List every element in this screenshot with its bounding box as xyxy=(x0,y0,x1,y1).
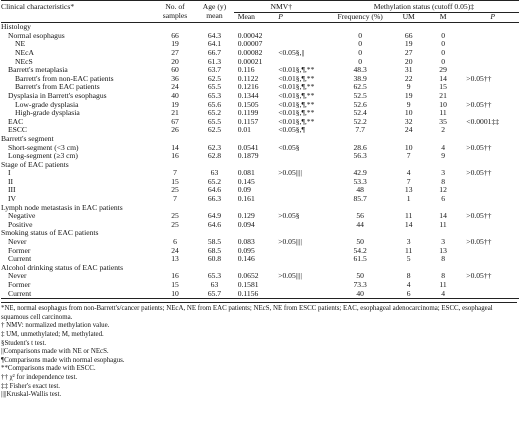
footnote: ¶Comparisons made with normal esophagus. xyxy=(1,356,125,364)
cell-age: 62.3 xyxy=(207,142,222,152)
cell-m: 4 xyxy=(441,142,445,152)
cell-nmv-mean: 0.161 xyxy=(237,194,255,204)
cell-frequency: 85.7 xyxy=(353,194,367,204)
cell-nmv-p xyxy=(278,255,329,264)
cell-age: 63 xyxy=(210,168,219,178)
cell-frequency: 56 xyxy=(356,211,364,221)
row-label: Current xyxy=(8,254,32,264)
header-nmv: NMV† xyxy=(234,1,329,13)
cell-nmv-mean: 0.01 xyxy=(237,125,251,135)
cell-age: 65.2 xyxy=(207,108,222,118)
header-frequency: Frequency (%) xyxy=(337,11,383,21)
row-label: Never xyxy=(8,271,27,281)
cell-nmv-mean: 0.094 xyxy=(237,219,255,229)
cell-samples: 16 xyxy=(171,151,179,161)
cell-m: 21 xyxy=(439,90,447,100)
row-label: I xyxy=(8,168,11,178)
cell-age: 65.6 xyxy=(207,99,222,109)
footnote: ||||Kruskal-Wallis test. xyxy=(1,391,62,399)
cell-nmv-p xyxy=(278,178,329,187)
cell-methylation-p xyxy=(460,23,519,32)
table-row xyxy=(1,126,519,135)
cell-m: 14 xyxy=(439,73,447,83)
cell-nmv-p: >0.05|||| xyxy=(278,168,302,178)
cell-m: 11 xyxy=(439,280,447,289)
cell-nmv-mean: 0.1157 xyxy=(237,116,259,126)
cell-samples: 6 xyxy=(173,237,177,247)
cell-methylation-p: >0.05†† xyxy=(466,99,492,109)
cell-frequency: 48.3 xyxy=(353,65,367,75)
cell-nmv-p: <0.05§,¶ xyxy=(278,125,305,135)
cell-nmv-mean: 0.00082 xyxy=(237,47,263,57)
cell-age: 60.8 xyxy=(207,254,222,264)
row-label: EAC xyxy=(8,116,24,126)
cell-m: 0 xyxy=(441,30,445,40)
data-table xyxy=(1,0,519,299)
row-label: NEcS xyxy=(15,56,33,66)
cell-age: 65.5 xyxy=(207,116,222,126)
cell-um: 3 xyxy=(406,237,411,247)
cell-m: 15 xyxy=(439,82,447,92)
row-label: NEcA xyxy=(15,47,34,57)
footnote: §Student's t test. xyxy=(1,339,47,347)
cell-age: 65.2 xyxy=(207,176,222,186)
cell-methylation-p: >0.05†† xyxy=(466,271,492,281)
cell-methylation-p xyxy=(460,221,519,230)
cell-frequency: 0 xyxy=(358,30,363,40)
cell-methylation-p xyxy=(460,281,519,290)
cell-age: 63.7 xyxy=(207,65,222,75)
cell-m: 12 xyxy=(439,185,447,195)
cell-frequency: 44 xyxy=(356,219,364,229)
cell-frequency: 73.3 xyxy=(353,280,367,289)
cell-methylation-p xyxy=(460,195,519,204)
cell-age: 64.6 xyxy=(207,219,222,229)
cell-frequency: 52.2 xyxy=(353,116,367,126)
cell-frequency: 0 xyxy=(358,47,363,57)
cell-methylation-p xyxy=(460,290,519,299)
cell-methylation-p xyxy=(460,152,519,161)
cell-nmv-p xyxy=(278,23,329,32)
row-label: Stage of EAC patients xyxy=(1,159,69,169)
cell-m: 14 xyxy=(439,211,447,221)
cell-nmv-p xyxy=(278,32,329,41)
cell-nmv-p: <0.01§,¶,** xyxy=(278,82,315,92)
cell-um: 11 xyxy=(405,211,413,221)
cell-um: 4 xyxy=(406,168,411,178)
cell-nmv-p: <0.01§,¶,** xyxy=(278,90,315,100)
cell-samples: 67 xyxy=(171,116,179,126)
cell-m: 3 xyxy=(441,168,445,178)
footnote: ||Comparisons made with NE or NEcS. xyxy=(1,348,109,356)
cell-m: 9 xyxy=(441,151,445,161)
cell-nmv-mean: 0.1581 xyxy=(237,280,259,289)
cell-methylation-p: >0.05†† xyxy=(466,142,492,152)
cell-nmv-mean: 0.09 xyxy=(237,185,251,195)
cell-m: 0 xyxy=(441,39,445,49)
cell-m: 2 xyxy=(441,125,445,135)
cell-m: 11 xyxy=(439,219,447,229)
cell-nmv-p: <0.05§ xyxy=(278,142,300,152)
cell-m: 10 xyxy=(439,99,447,109)
cell-methylation-p xyxy=(460,83,519,92)
cell-age: 62.5 xyxy=(207,125,222,135)
row-label: Former xyxy=(8,280,31,289)
cell-methylation-p: >0.05†† xyxy=(466,168,492,178)
cell-nmv-mean: 0.00042 xyxy=(237,30,263,40)
cell-frequency: 52.5 xyxy=(353,90,367,100)
cell-samples: 26 xyxy=(171,125,179,135)
cell-frequency: 53.3 xyxy=(353,176,367,186)
cell-m: 13 xyxy=(439,245,447,255)
cell-nmv-p: <0.01§,¶,** xyxy=(278,65,315,75)
footnote: ‡‡ Fisher's exact test. xyxy=(1,382,61,390)
row-label: Current xyxy=(8,288,32,298)
cell-um: 5 xyxy=(406,254,411,264)
header-age: Age (y) mean xyxy=(202,2,227,20)
cell-nmv-p: >0.05§ xyxy=(278,211,300,221)
cell-methylation-p: >0.05†† xyxy=(466,211,492,221)
row-label: NE xyxy=(15,39,26,49)
footnote: † NMV: normalized methylation value. xyxy=(1,322,110,330)
row-label: Low-grade dysplasia xyxy=(15,99,79,109)
cell-um: 11 xyxy=(405,245,413,255)
cell-age: 64.1 xyxy=(207,39,222,49)
cell-methylation-p xyxy=(460,58,519,67)
cell-nmv-mean: 0.1199 xyxy=(237,108,259,118)
cell-um: 32 xyxy=(404,116,413,126)
cell-methylation-p xyxy=(460,247,519,256)
cell-samples: 19 xyxy=(171,39,179,49)
cell-nmv-p xyxy=(278,221,329,230)
cell-samples: 27 xyxy=(171,47,179,57)
cell-methylation-p xyxy=(460,49,519,58)
cell-samples: 14 xyxy=(171,142,179,152)
cell-age: 58.5 xyxy=(207,237,222,247)
cell-nmv-p xyxy=(278,290,329,299)
cell-nmv-mean: 0.1879 xyxy=(237,151,259,161)
header-clinical: Clinical characteristics* xyxy=(1,2,75,11)
cell-nmv-p: >0.05|||| xyxy=(278,271,302,281)
cell-age: 65.3 xyxy=(207,90,222,100)
cell-um: 10 xyxy=(404,142,413,152)
row-label: Dysplasia in Barrett's esophagus xyxy=(8,90,107,100)
cell-nmv-mean: 0.00021 xyxy=(237,56,263,66)
cell-nmv-mean: 0.00007 xyxy=(237,39,263,49)
cell-methylation-p xyxy=(460,255,519,264)
cell-nmv-mean: 0.095 xyxy=(237,245,255,255)
cell-methylation-p xyxy=(460,126,519,135)
header-p-methylation: P xyxy=(490,11,495,21)
row-label: Lymph node metastasis in EAC patients xyxy=(1,202,123,212)
cell-nmv-p xyxy=(278,281,329,290)
cell-um: 27 xyxy=(404,47,413,57)
cell-samples: 7 xyxy=(173,168,177,178)
row-label: Positive xyxy=(8,219,33,229)
cell-m: 8 xyxy=(441,271,445,281)
cell-age: 64.3 xyxy=(207,30,222,40)
cell-nmv-p: >0.05|||| xyxy=(278,237,302,247)
footnote: ‡ UM, unmethylated; M, methylated. xyxy=(1,330,104,338)
cell-age: 65.3 xyxy=(207,271,222,281)
cell-um: 24 xyxy=(404,125,413,135)
row-label: Former xyxy=(8,245,31,255)
cell-samples: 7 xyxy=(173,194,177,204)
cell-frequency: 52.6 xyxy=(353,99,367,109)
cell-age: 64.6 xyxy=(207,185,222,195)
cell-um: 19 xyxy=(404,90,413,100)
cell-m: 6 xyxy=(441,194,445,204)
footnotes xyxy=(1,302,517,400)
cell-methylation-p: <0.0001‡‡ xyxy=(466,116,500,126)
cell-nmv-mean: 0.1122 xyxy=(237,73,259,83)
cell-um: 6 xyxy=(406,288,411,298)
cell-nmv-mean: 0.116 xyxy=(237,65,255,75)
cell-frequency: 48 xyxy=(356,185,364,195)
cell-nmv-p: <0.01§,¶,** xyxy=(278,108,315,118)
cell-m: 35 xyxy=(439,116,447,126)
cell-samples: 24 xyxy=(171,82,179,92)
cell-samples: 60 xyxy=(171,65,179,75)
row-label: Never xyxy=(8,237,27,247)
row-label: Short-segment (<3 cm) xyxy=(8,142,79,152)
cell-samples: 25 xyxy=(171,211,179,221)
cell-um: 22 xyxy=(404,73,413,83)
table-body xyxy=(1,23,519,299)
row-label: High-grade dysplasia xyxy=(15,108,80,118)
cell-samples: 15 xyxy=(171,280,179,289)
cell-methylation-p xyxy=(460,178,519,187)
cell-nmv-mean: 0.129 xyxy=(237,211,255,221)
row-label: Long-segment (≥3 cm) xyxy=(8,151,78,161)
cell-nmv-mean: 0.146 xyxy=(237,254,255,264)
row-label: III xyxy=(8,185,16,195)
cell-methylation-p xyxy=(460,32,519,41)
cell-age: 62.8 xyxy=(207,151,222,161)
cell-age: 62.5 xyxy=(207,73,222,83)
cell-m: 29 xyxy=(439,65,447,75)
row-label: IV xyxy=(8,194,17,204)
cell-um: 10 xyxy=(404,108,413,118)
cell-age: 65.7 xyxy=(207,288,222,298)
cell-frequency: 52.4 xyxy=(353,108,367,118)
footnote: *NE, normal esophagus from non-Barrett's/cancer patients; NEcA, NE from EAC patients; NEcS, NE from ESCC patients; EAC, esophageal adenocarcinoma; ESCC, esophageal squamous cell carcinoma. xyxy=(1,305,493,321)
cell-frequency: 61.5 xyxy=(353,254,367,264)
cell-nmv-p: <0.01§,¶,** xyxy=(278,73,315,83)
cell-age: 64.9 xyxy=(207,211,222,221)
header-p-nmv: P xyxy=(278,11,283,21)
cell-nmv-mean: 0.1156 xyxy=(237,288,259,298)
cell-um: 7 xyxy=(406,176,411,186)
cell-frequency: 62.5 xyxy=(353,82,367,92)
cell-frequency: 28.6 xyxy=(353,142,367,152)
cell-samples: 15 xyxy=(171,176,179,186)
cell-samples: 13 xyxy=(171,254,179,264)
row-label: Barrett's from non-EAC patients xyxy=(15,73,114,83)
cell-nmv-mean: 0.1505 xyxy=(237,99,259,109)
row-label: Negative xyxy=(8,211,36,221)
header-m: M xyxy=(439,11,447,21)
cell-nmv-mean: 0.145 xyxy=(237,176,255,186)
cell-m: 0 xyxy=(441,56,445,66)
cell-nmv-p xyxy=(278,195,329,204)
cell-um: 31 xyxy=(404,65,413,75)
cell-nmv-mean: 0.1344 xyxy=(237,90,259,100)
cell-samples: 21 xyxy=(171,108,179,118)
cell-frequency: 50 xyxy=(356,271,364,281)
cell-frequency: 0 xyxy=(358,39,363,49)
cell-frequency: 0 xyxy=(358,56,363,66)
cell-um: 19 xyxy=(404,39,413,49)
cell-samples: 66 xyxy=(171,30,179,40)
cell-nmv-mean: 0.083 xyxy=(237,237,255,247)
row-label: II xyxy=(8,176,14,186)
cell-um: 1 xyxy=(406,194,411,204)
cell-age: 63 xyxy=(210,280,219,289)
cell-age: 61.3 xyxy=(207,56,222,66)
cell-samples: 36 xyxy=(171,73,179,83)
cell-nmv-mean: 0.0541 xyxy=(237,142,259,152)
cell-m: 3 xyxy=(441,237,445,247)
cell-samples: 25 xyxy=(171,219,179,229)
row-label: Barrett's segment xyxy=(1,133,54,143)
cell-frequency: 42.9 xyxy=(353,168,367,178)
cell-samples: 19 xyxy=(171,99,179,109)
cell-samples: 40 xyxy=(171,90,179,100)
row-label: Barrett's from EAC patients xyxy=(15,82,100,92)
cell-nmv-p xyxy=(278,247,329,256)
cell-frequency: 38.9 xyxy=(353,73,367,83)
cell-um: 14 xyxy=(404,219,413,229)
cell-nmv-mean: 0.0652 xyxy=(237,271,259,281)
cell-samples: 25 xyxy=(171,185,179,195)
row-label: Alcohol drinking status of EAC patients xyxy=(1,262,124,272)
cell-m: 8 xyxy=(441,176,445,186)
header-um: UM xyxy=(402,11,415,21)
header-mean: Mean xyxy=(237,11,255,21)
cell-nmv-p: <0.05§,|| xyxy=(278,47,305,57)
header-samples: No. of samples xyxy=(162,2,188,20)
header-methylation: Methylation status (cutoff 0.05)‡ xyxy=(329,1,519,13)
cell-um: 9 xyxy=(406,82,411,92)
cell-methylation-p xyxy=(460,186,519,195)
row-label: ESCC xyxy=(8,125,27,135)
cell-frequency: 56.3 xyxy=(353,151,367,161)
cell-frequency: 50 xyxy=(356,237,364,247)
cell-frequency: 40 xyxy=(356,288,364,298)
cell-um: 66 xyxy=(404,30,413,40)
row-label: Histology xyxy=(1,22,31,32)
cell-methylation-p: >0.05†† xyxy=(466,237,492,247)
row-label: Barrett's metaplasia xyxy=(8,65,68,75)
cell-um: 13 xyxy=(404,185,413,195)
table-row xyxy=(1,152,519,161)
cell-nmv-p xyxy=(278,152,329,161)
cell-m: 11 xyxy=(439,108,447,118)
cell-frequency: 54.2 xyxy=(353,245,367,255)
footnote: †† χ² for independence test. xyxy=(1,373,78,381)
cell-um: 4 xyxy=(406,280,411,289)
cell-age: 66.3 xyxy=(207,194,222,204)
cell-age: 66.7 xyxy=(207,47,222,57)
row-label: Smoking status of EAC patients xyxy=(1,228,99,238)
cell-samples: 10 xyxy=(171,288,179,298)
cell-nmv-p: <0.01§,¶,** xyxy=(278,116,315,126)
cell-samples: 16 xyxy=(171,271,179,281)
cell-nmv-p: <0.01§,¶,** xyxy=(278,99,315,109)
cell-age: 68.5 xyxy=(207,245,222,255)
cell-m: 8 xyxy=(441,254,445,264)
cell-nmv-mean: 0.1216 xyxy=(237,82,259,92)
cell-nmv-mean: 0.081 xyxy=(237,168,255,178)
cell-age: 65.5 xyxy=(207,82,222,92)
row-label: Normal esophagus xyxy=(8,30,65,40)
cell-um: 20 xyxy=(404,56,413,66)
cell-nmv-p xyxy=(278,186,329,195)
cell-methylation-p: >0.05†† xyxy=(466,73,492,83)
cell-m: 4 xyxy=(441,288,445,298)
cell-um: 7 xyxy=(406,151,411,161)
cell-samples: 20 xyxy=(171,56,179,66)
footnote: **Comparisons made with ESCC. xyxy=(1,365,96,373)
table-row xyxy=(1,290,519,299)
cell-m: 0 xyxy=(441,47,445,57)
cell-frequency: 7.7 xyxy=(355,125,365,135)
cell-um: 8 xyxy=(406,271,411,281)
cell-um: 9 xyxy=(406,99,411,109)
cell-methylation-p xyxy=(460,40,519,49)
cell-samples: 24 xyxy=(171,245,179,255)
